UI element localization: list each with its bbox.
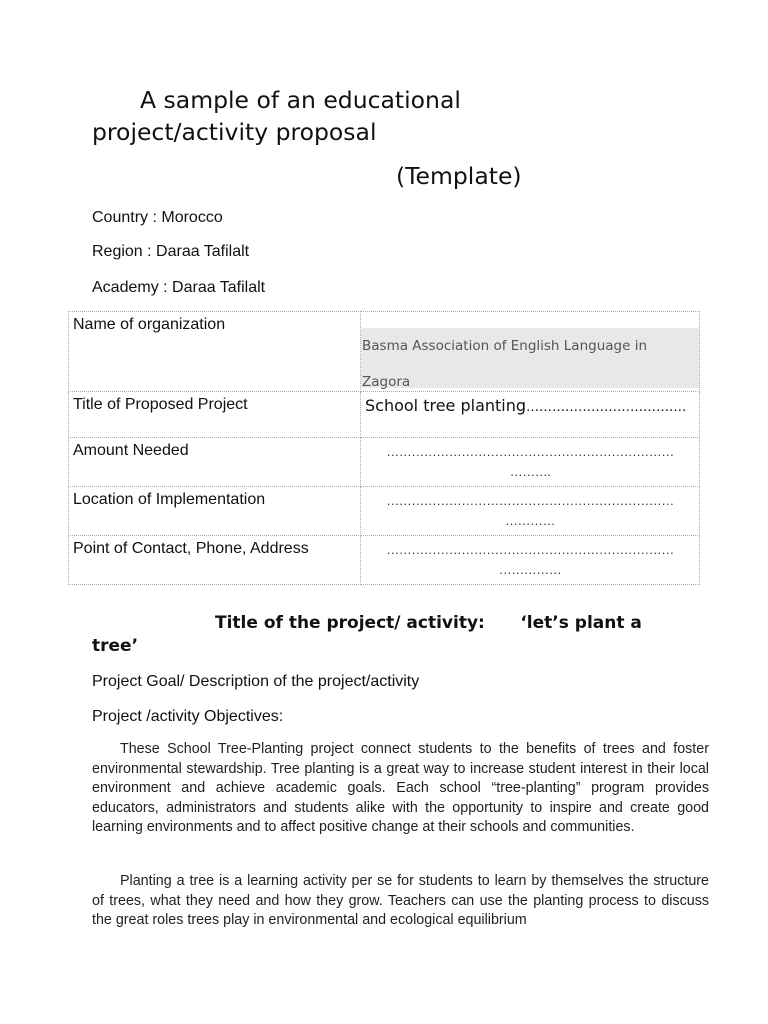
project-title-text: School tree planting [365, 396, 527, 415]
amount-label: Amount Needed [69, 438, 361, 487]
organization-value-line-2: Zagora [362, 374, 411, 390]
project-title-value [361, 392, 700, 438]
organization-value [361, 328, 699, 388]
region-line: Region : Daraa Tafilalt [92, 243, 250, 260]
table-row-organization [69, 312, 700, 392]
location-dots-line-2: ………… [505, 513, 555, 528]
title-line-1: A sample of an educational [140, 86, 461, 114]
project-title-dots: ………………………………. [526, 400, 687, 415]
objectives-paragraph-1: These School Tree-Planting project connect students to the benefits of trees and foster environmental stewardship. Tree planting is a great way to increase student interest in their local environment and achieve academic goals. Each school “tree-planting” program provides educators, administrators and students alike with the opportunity to inspire and create good learning environments and to affect positive change at their schools and communities. [92, 741, 709, 835]
organization-value-line-1: Basma Association of English Language in [362, 338, 648, 354]
project-title-heading-line-1: Title of the project/ activity: ‘let’s plant a [215, 613, 642, 633]
amount-dots-line-2: ………. [509, 464, 551, 479]
proposal-info-table [68, 311, 700, 585]
location-label: Location of Implementation [69, 487, 361, 536]
project-title-label: Title of Proposed Project [69, 392, 361, 438]
contact-dots-line-1: …………………………………………………………… [386, 542, 674, 557]
organization-label: Name of organization [69, 312, 361, 392]
project-title-heading-line-2: tree’ [92, 636, 139, 656]
amount-dots-line-1: …………………………………………………………… [386, 444, 674, 459]
contact-value [361, 536, 700, 585]
contact-dots-line-2: …………… [498, 562, 562, 577]
table-row-contact [69, 536, 700, 585]
table-row-location [69, 487, 700, 536]
location-value [361, 487, 700, 536]
organization-value-cell [361, 312, 700, 392]
amount-value [361, 438, 700, 487]
objectives-heading: Project /activity Objectives: [92, 708, 284, 725]
title-line-2: project/activity proposal [92, 118, 377, 146]
document-title [92, 84, 652, 148]
academy-line: Academy : Daraa Tafilalt [92, 279, 266, 296]
template-label: (Template) [396, 162, 522, 190]
contact-label: Point of Contact, Phone, Address [69, 536, 361, 585]
goal-heading: Project Goal/ Description of the project/activity [92, 673, 420, 690]
location-dots-line-1: …………………………………………………………… [386, 493, 674, 508]
table-row-title [69, 392, 700, 438]
objectives-paragraph-2: Planting a tree is a learning activity per se for students to learn by themselves the structure of trees, what they need and how they grow. Teachers can use the planting process to discuss the great roles trees play in environmental and ecological equilibrium [92, 873, 709, 928]
table-row-amount [69, 438, 700, 487]
project-title-heading [92, 612, 692, 658]
country-line: Country : Morocco [92, 209, 223, 226]
